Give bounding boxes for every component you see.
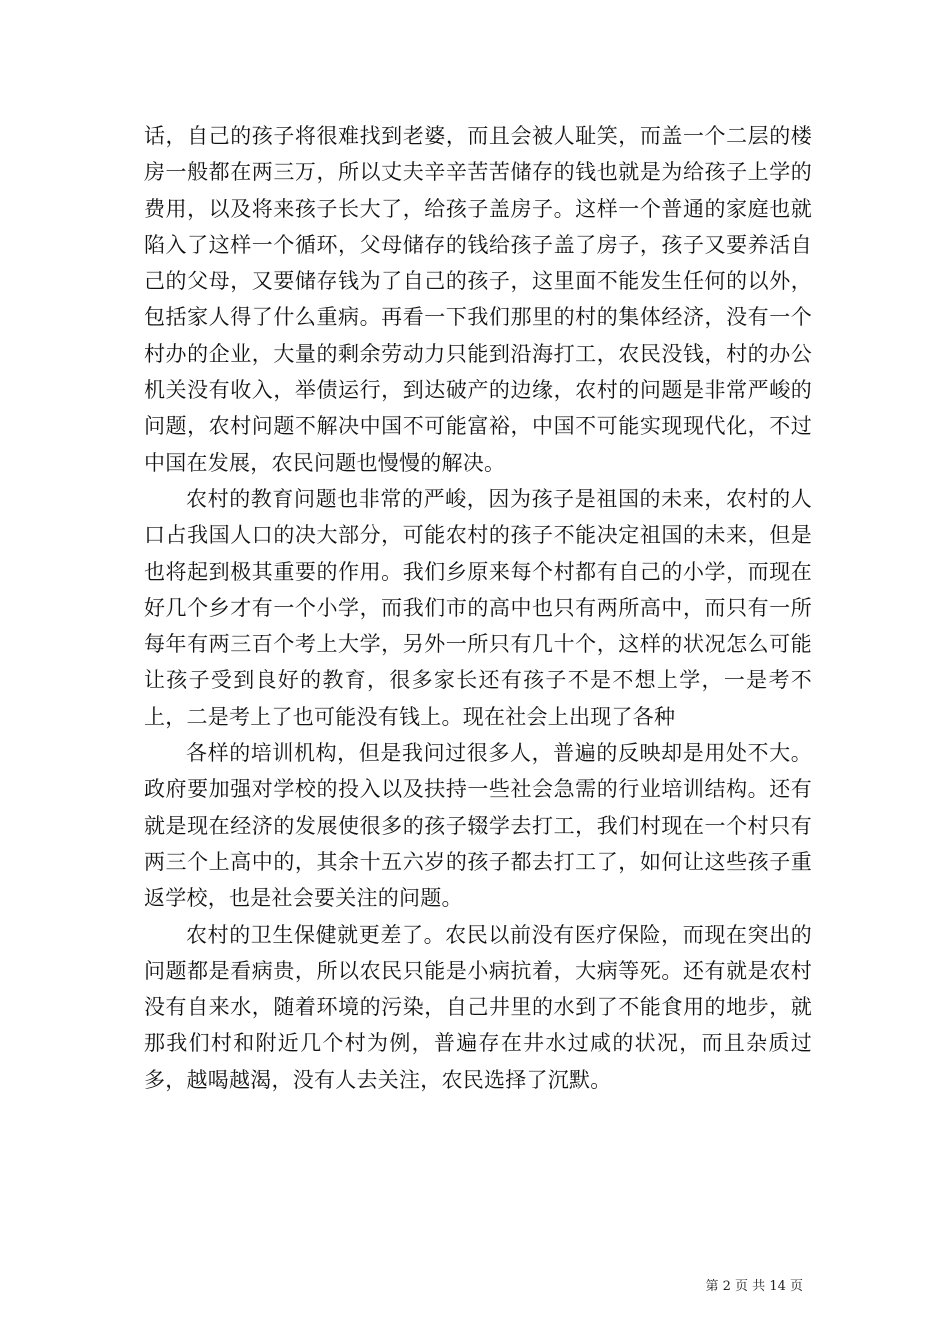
paragraph-4: 农村的卫生保健就更差了。农民以前没有医疗保险，而现在突出的问题都是看病贵，所以农民只能是小病抗着，大病等死。还有就是农村没有自来水，随着环境的污染，自己井里的水到了不能食用的地步，就那我们村和附近几个村为例，普遍存在井水过咸的状况，而且杂质过多，越喝越渴，没有人去关注，农民选择了沉默。 (144, 922, 812, 1092)
document-body (144, 118, 812, 1098)
page-number-footer: 第 2 页 共 14 页 (705, 1279, 803, 1294)
paragraph-1: 话，自己的孩子将很难找到老婆，而且会被人耻笑，而盖一个二层的楼房一般都在两三万，所以丈夫辛辛苦苦储存的钱也就是为给孩子上学的费用，以及将来孩子长大了，给孩子盖房子。这样一个普通的家庭也就陷入了这样一个循环，父母储存的钱给孩子盖了房子，孩子又要养活自己的父母，又要储存钱为了自己的孩子，这里面不能发生任何的以外，包括家人得了什么重病。再看一下我们那里的村的集体经济，没有一个村办的企业，大量的剩余劳动力只能到沿海打工，农民没钱，村的办公机关没有收入，举债运行，到达破产的边缘，农村的问题是非常严峻的问题，农村问题不解决中国不可能富裕，中国不可能实现现代化，不过中国在发展，农民问题也慢慢的解决。 (144, 124, 812, 475)
paragraph-2: 农村的教育问题也非常的严峻，因为孩子是祖国的未来，农村的人口占我国人口的决大部分，可能农村的孩子不能决定祖国的未来，但是也将起到极其重要的作用。我们乡原来每个村都有自己的小学，而现在好几个乡才有一个小学，而我们市的高中也只有两所高中，而只有一所每年有两三百个考上大学，另外一所只有几十个，这样的状况怎么可能让孩子受到良好的教育，很多家长还有孩子不是不想上学，一是考不上，二是考上了也可能没有钱上。现在社会上出现了各种 (144, 486, 812, 729)
paragraph-3: 各样的培训机构，但是我问过很多人，普遍的反映却是用处不大。政府要加强对学校的投入以及扶持一些社会急需的行业培训结构。还有就是现在经济的发展使很多的孩子辍学去打工，我们村现在一个村只有两三个上高中的，其余十五六岁的孩子都去打工了，如何让这些孩子重返学校，也是社会要关注的问题。 (144, 741, 812, 911)
